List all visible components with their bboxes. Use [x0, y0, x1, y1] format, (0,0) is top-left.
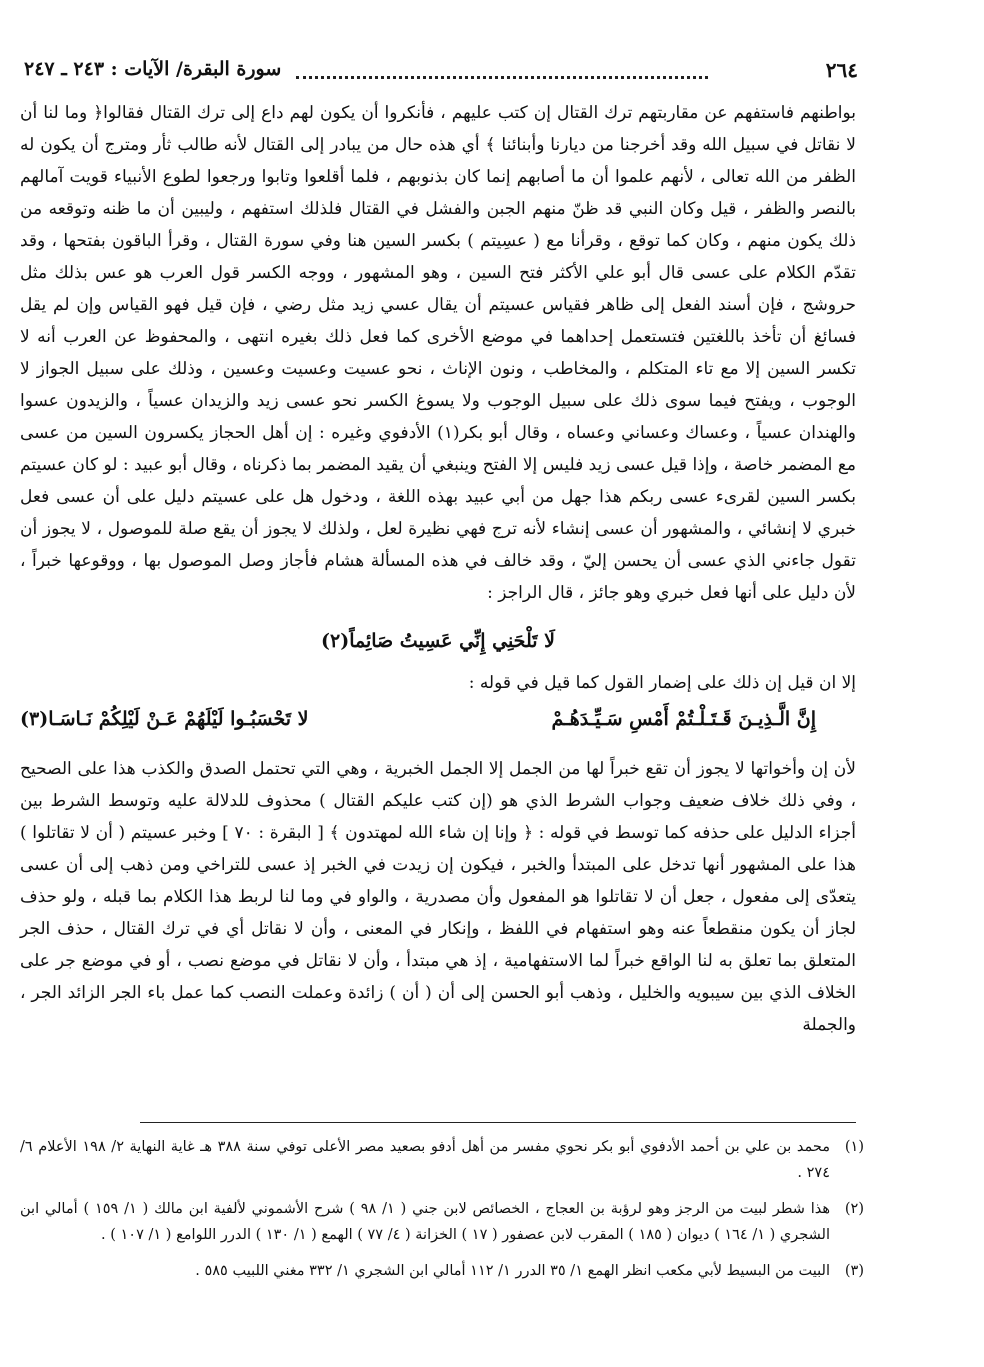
footnote-text: هذا شطر لبيت من الرجز وهو لرؤبة بن العجاج ، الخصائص لابن جني ( ١/ ٩٨ ) شرح الأشموني لألفية ابن مالك ( ١/ ١٥٩ ) أمالي ابن الشجري ( ١/ ١٦٤ ) ديوان ( ١٨٥ ) المقرب لابن عصفور ( ١٧ ) الخزانة ( ٤/ ٧٧ ) الهمع ( ١/ ١٣٠ ) الدرر اللوامع ( ١/ ١٠٧ ) .	[20, 1201, 830, 1243]
page-number: ٢٦٤	[825, 58, 858, 82]
running-title: سورة البقرة/ الآيات : ٢٤٣ ـ ٢٤٧	[24, 58, 282, 80]
verse-second-hemistich: لا تَحْسَبُـوا لَيْلَهُمْ عَـنْ لَيْلِكُمْ نَـاسَـا(٣)	[20, 708, 309, 730]
verse-quote: لَا تَلْحَنِي إِنِّي عَسِيتُ صَائِماً(٢)	[321, 630, 555, 652]
verse-first-hemistich: إِنَّ الَّـذِيـنَ قَـتَـلْـتُمْ أَمْسِ سَـيِّـدَهُـمْ	[551, 708, 816, 730]
paragraph: لأن إن وأخواتها لا يجوز أن تقع خبراً لها من الجمل إلا الجمل الخبرية ، وهي التي تحتمل الصدق والكذب هذا على الصحيح ، وفي ذلك خلاف ضعيف وجواب الشرط الذي هو (إن كتب عليكم القتال ) محذوف للدلالة عليه وتوسط الشرط بين أجزاء الدليل على حذفه كما توسط في قوله : ﴿ وإنا إن شاء الله لمهتدون ﴾ [ البقرة : ٧٠ ] وخبر عسيتم ( أن لا تقاتلوا ) هذا على المشهور أنها تدخل على المبتدأ والخبر ، فيكون إن زيدت في الخبر إذ عسى للتراخي ومن ذهب إلى أن عسى يتعدّى إلى مفعول ، جعل أن لا تقاتلوا هو المفعول وأن مصدرية ، والواو في وما لنا لربط هذا الكلام بما قبله ، ولو حذف لجاز أن يكون منقطعاً عنه وهو استفهام في اللفظ ، وإنكار في المعنى ، وأن لا نقاتل أي في ترك القتال ، حذف الجر المتعلق بما تعلق به لنا الواقع خبراً لما الاستفهامية ، إذ هي مبتدأ ، وأن لا نقاتل في موضع نصب ، أو في موضع جر على الخلاف الذي بين سيبويه والخليل ، وذهب أبو الحسن إلى أن ( أن ) زائدة وعملت النصب كما عمل باء الجر الزائد الجر ، والجملة	[20, 759, 856, 1035]
footnote-text: البيت من البسيط لأبي مكعب انظر الهمع ١/ ٣٥ الدرر ١/ ١١٢ أمالي ابن الشجري ١/ ٣٣٢ مغني اللبيب ٥٨٥ .	[195, 1263, 830, 1279]
footnote-number: (١)	[844, 1139, 864, 1155]
page-header	[0, 52, 984, 92]
footnotes	[20, 1134, 864, 1294]
footnote-divider	[140, 1122, 856, 1123]
footnote	[20, 1196, 864, 1248]
footnote	[20, 1134, 864, 1186]
footnote-number: (٣)	[844, 1263, 864, 1279]
footnote	[20, 1258, 864, 1284]
header-leader-dots	[296, 76, 708, 79]
poetry-verse	[20, 703, 856, 735]
footnote-text: محمد بن علي بن أحمد الأدفوي أبو بكر نحوي مفسر من أهل أدفو بصعيد مصر الأعلى توفي سنة ٣٨٨ هـ غاية النهاية ٢/ ١٩٨ الأعلام ٦/ ٢٧٤ .	[20, 1139, 830, 1181]
paragraph: إلا ان قيل إن ذلك على إضمار القول كما قيل في قوله :	[468, 673, 856, 693]
footnote-number: (٢)	[844, 1201, 864, 1217]
main-text	[20, 97, 856, 1041]
paragraph: بواطنهم فاستفهم عن مقاربتهم ترك القتال إن كتب عليهم ، فأنكروا أن يكون لهم داع إلى ترك القتال فقالوا﴿ وما لنا أن لا نقاتل في سبيل الله وقد أخرجنا من ديارنا وأبنائنا ﴾ أي هذه حال من يبادر إلى القتال لأنه طالب ثأر ومترج أن يكون له الظفر من الله تعالى ، لأنهم علموا أن ما أصابهم إنما كان بذنوبهم ، فلما أقلعوا وتابوا ورجعوا لطوع الأنبياء قويت آمالهم بالنصر والظفر ، قيل وكان النبي قد ظنّ منهم الجبن والفشل في القتال فلذلك استفهم ، وليبين أن ما ظنه وتوقعه من ذلك يكون منهم ، وكان كما توقع ، وقرأنا مع ( عسِيتم ) بكسر السين هنا وفي سورة القتال ، وقرأ الباقون بفتحها ، وقد تقدّم الكلام على عسى قال أبو علي الأكثر فتح السين ، وهو المشهور ، ووجه الكسر قول العرب هو عس بذلك مثل حروشج ، فإن أسند الفعل إلى ظاهر فقياس عسيتم أن يقال عسي زيد مثل رضي ، فإن قيل فهو القياس وإن لم يقل فسائغ أن تأخذ باللغتين فتستعمل إحداهما في موضع الأخرى كما فعل ذلك بغيره انتهى ، والمحفوظ عن العرب أنه لا تكسر السين إلا مع تاء المتكلم ، والمخاطب ، ونون الإناث ، نحو عسيت وعسيت وعسين ، وذلك على سبيل الجواز لا الوجوب ، ويفتح فيما سوى ذلك على سبيل الوجوب ولا يسوغ الكسر نحو عسى زيد والزيدان عسياً ، والزيدون عسوا والهندان عسياً ، وعساك وعساني وعساه ، وقال أبو بكر(١) الأدفوي وغيره : إن أهل الحجاز يكسرون السين من عسى مع المضمر خاصة ، وإذا قيل عسى زيد فليس إلا الفتح وينبغي أن يقيد المضمر بما ذكرناه ، وقال أبو عبيد : لو كان عسيتم بكسر السين لقرىء عسى ربكم هذا جهل من أبي عبيد بهذه اللغة ، ودخول هل على عسيتم دليل على أن عسى فعل خبري لا إنشائي ، والمشهور أن عسى إنشاء لأنه ترج فهي نظيرة لعل ، ولذلك لا يجوز أن يقع صلة للموصول ، لا يجوز أن تقول جاءني الذي عسى أن يحسن إليّ ، وقد خالف في هذه المسألة هشام فأجاز وصل الموصول بها ، ووقوعها خبراً ، لأن دليل على أنها فعل خبري وهو جائز ، قال الراجز :	[20, 103, 856, 603]
